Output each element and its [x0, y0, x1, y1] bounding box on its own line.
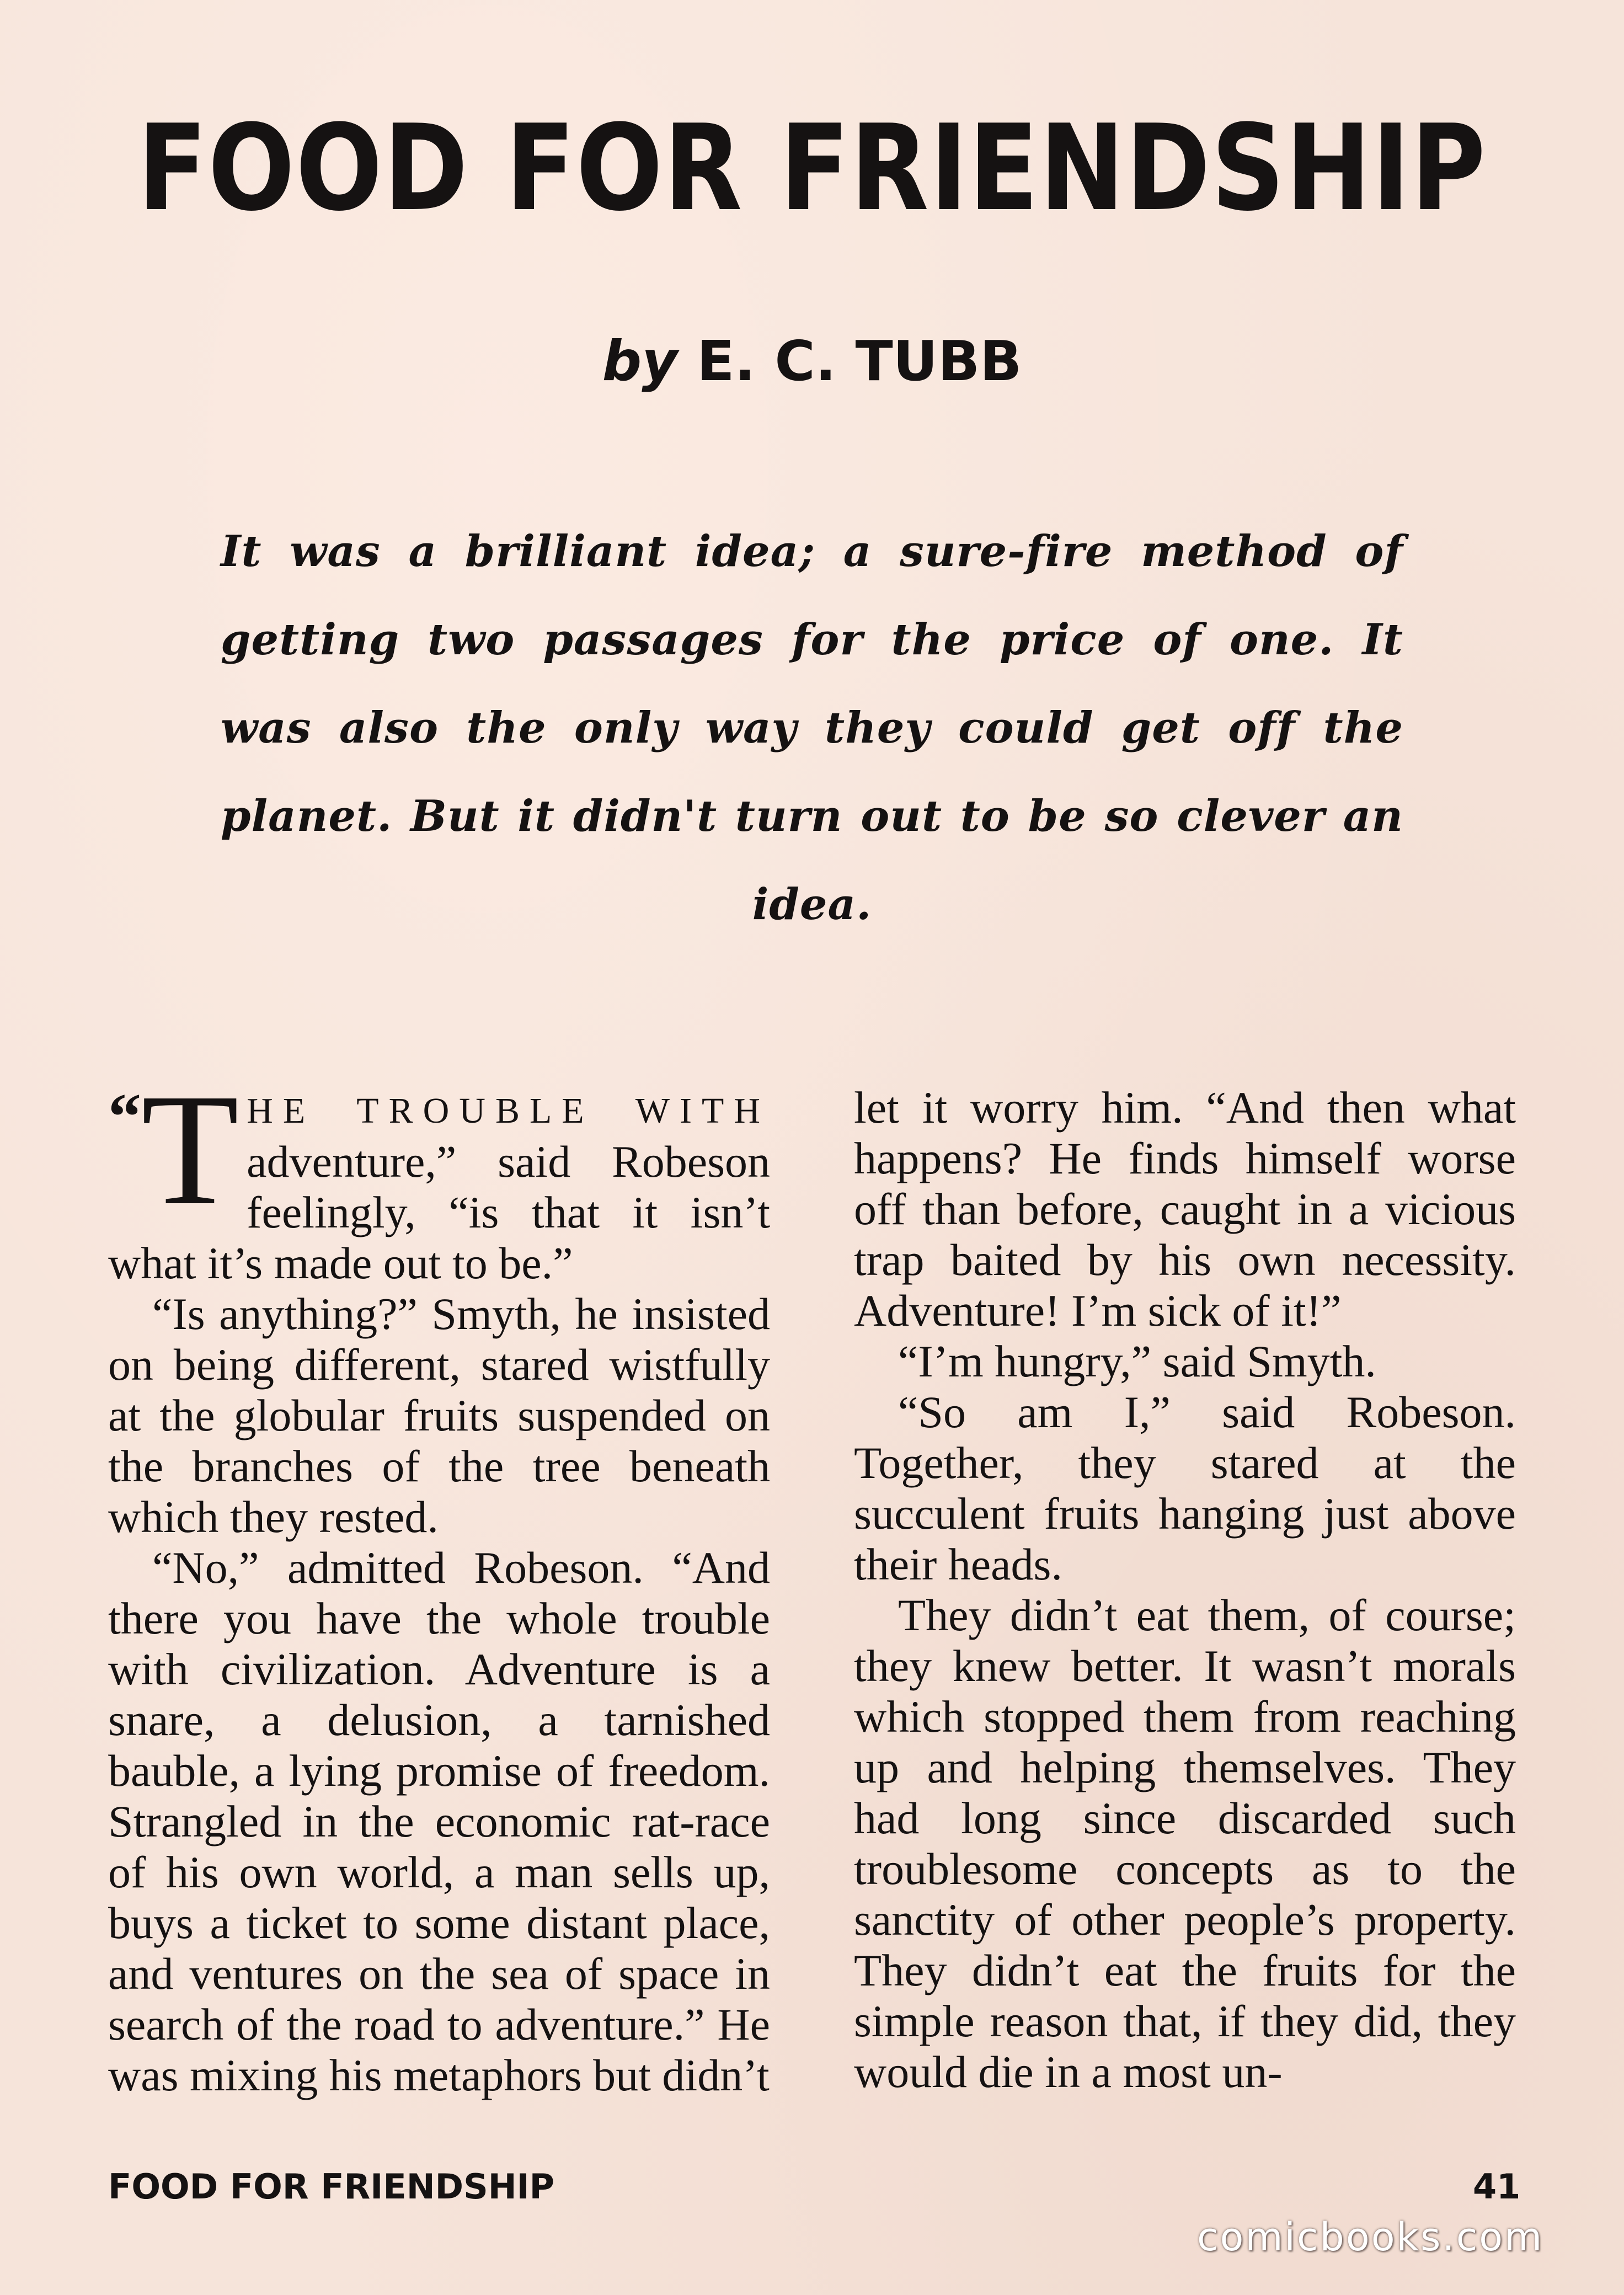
opening-small-caps: HE TROUBLE WITH [247, 1091, 770, 1131]
paragraph: “Is anything?” Smyth, he insisted on being different, stared wistfully at the globular fruits suspended on the branches of the tree beneath which they rested. [108, 1289, 770, 1542]
author-name: E. C. TUBB [697, 329, 1022, 393]
paragraph-text: adventure,” said Robeson feelingly, “is that it isn’t what it’s made out to be.” [108, 1136, 770, 1288]
paragraph: “So am I,” said Robeson. Together, they stared at the succulent fruits hanging just above their heads. [854, 1387, 1516, 1589]
text-column-left [108, 1061, 770, 2101]
paragraph: let it worry him. “And then what happens? He finds himself worse off than before, caught in a vicious trap baited by his own necessity. Adventure! I’m sick of it!” [854, 1082, 1516, 1336]
paragraph: They didn’t eat them, of course; they knew better. It wasn’t morals which stopped them from reaching up and helping themselves. They had long since discarded such troublesome concepts as to the sanctity of other people’s property. They didn’t eat the fruits for the simple reason that, if they did, they would die in a most un- [854, 1590, 1516, 2097]
byline [0, 325, 1624, 397]
page-number: 41 [1473, 2166, 1521, 2207]
watermark: comicbooks.com [1197, 2214, 1544, 2260]
drop-cap [108, 1061, 239, 1238]
story-title: FOOD FOR FRIENDSHIP [137, 99, 1487, 237]
paragraph: “No,” admitted Robeson. “And there you have the whole trouble with civilization. Adventure is a snare, a delusion, a tarnished bauble, a lying promise of freedom. Strangled in the economic rat-race of his own world, a man sells up, buys a ticket to some distant place, and ventures on the sea of space in search of the road to adventure.” He was mixing his metaphors but didn’t [108, 1543, 770, 2100]
paragraph [108, 1061, 770, 1289]
drop-cap-letter: T [141, 1061, 239, 1238]
drop-cap-quote: “ [108, 1080, 141, 1153]
story-blurb: It was a brilliant idea; a sure-fire method of getting two passages for the price of one. It was also the only way they could get off the planet. But it didn't turn out to be so clever an idea. [221, 526, 1403, 930]
running-title: FOOD FOR FRIENDSHIP [108, 2166, 555, 2207]
byline-prefix: by [602, 329, 678, 393]
text-column-right [854, 1082, 1516, 2097]
paragraph: “I’m hungry,” said Smyth. [898, 1336, 1376, 1386]
